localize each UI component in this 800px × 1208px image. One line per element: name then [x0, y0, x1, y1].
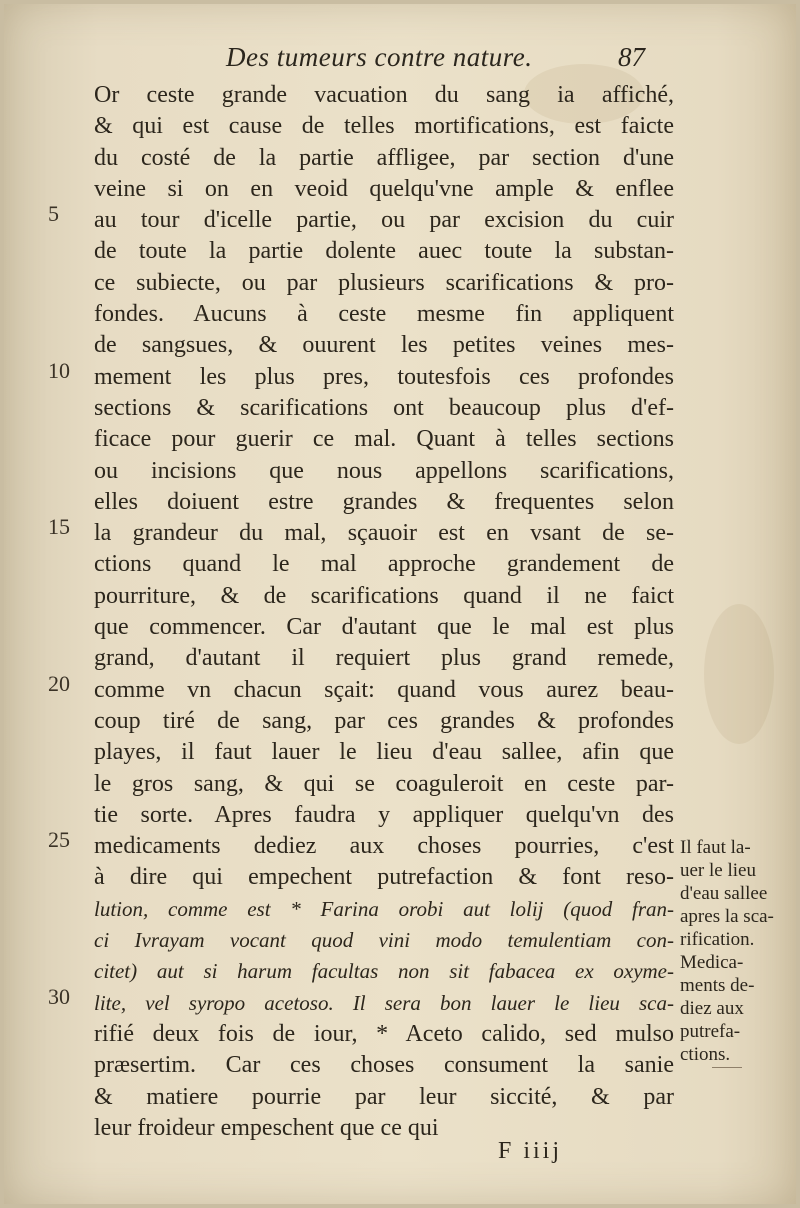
margin-note-line: apres la sca- [680, 906, 774, 927]
text-line: elles doiuent estre grandes & frequentes selon [94, 488, 674, 515]
margin-note-line: diez aux [680, 998, 744, 1019]
page-header [4, 38, 796, 78]
text-line: rifié deux fois de iour, * Aceto calido, sed mulso [94, 1020, 674, 1047]
margin-note-line: Medica- [680, 952, 744, 973]
margin-rule [712, 1067, 742, 1068]
text-line: du costé de la partie affligee, par section d'une [94, 144, 674, 171]
text-line: & qui est cause de telles mortifications, est faicte [94, 113, 674, 140]
margin-note-line: Il faut la- [680, 837, 751, 858]
running-title: Des tumeurs contre nature. [226, 42, 533, 72]
text-line: au tour d'icelle partie, ou par excision du cuir [94, 207, 674, 234]
text-line: & matiere pourrie par leur siccité, & par [94, 1083, 674, 1110]
text-line: medicaments dediez aux choses pourries, c'est [94, 833, 674, 860]
text-line: que commencer. Car d'autant que le mal est plus [94, 614, 674, 641]
text-line: ficace pour guerir ce mal. Quant à telles sections [94, 426, 674, 453]
line-number: 10 [48, 357, 70, 383]
text-line: ci Ivrayam vocant quod vini modo temulentiam con- [94, 928, 674, 953]
text-line: citet) aut si harum facultas non sit fabacea ex oxyme- [94, 959, 674, 984]
text-line: pourriture, & de scarifications quand il ne faict [94, 582, 674, 609]
text-line: fondes. Aucuns à ceste mesme fin appliquent [94, 301, 674, 328]
line-number: 20 [48, 670, 70, 696]
margin-note-line: ments de- [680, 975, 755, 996]
text-line: à dire qui empechent putrefaction & font reso- [94, 864, 674, 891]
text-line: ctions quand le mal approche grandement de [94, 551, 674, 578]
text-line: comme vn chacun sçait: quand vous aurez beau- [94, 676, 674, 703]
text-line: lite, vel syropo acetoso. Il sera bon lauer le lieu sca- [94, 990, 674, 1015]
margin-note-line: rification. [680, 929, 755, 950]
text-line: coup tiré de sang, par ces grandes & profondes [94, 707, 674, 734]
margin-note-line: d'eau sallee [680, 883, 768, 904]
text-line: ce subiecte, ou par plusieurs scarifications & pro- [94, 269, 674, 296]
margin-note-line: putrefa- [680, 1021, 741, 1042]
text-line: de sangsues, & ouurent les petites veines mes- [94, 332, 674, 359]
line-number: 5 [48, 201, 59, 227]
text-line: lution, comme est * Farina orobi aut lolij (quod fran- [94, 896, 674, 921]
margin-note [680, 836, 798, 1066]
margin-note-line: uer le lieu [680, 860, 756, 881]
text-line: tie sorte. Apres faudra y appliquer quelqu'vn des [94, 801, 674, 828]
text-line: la grandeur du mal, sçauoir est en vsant de se- [94, 520, 674, 547]
book-page [4, 4, 796, 1204]
text-line: Or ceste grande vacuation du sang ia affiché, [94, 82, 674, 108]
text-line: le gros sang, & qui se coaguleroit en ceste par- [94, 770, 674, 797]
line-number: 15 [48, 514, 70, 540]
signature-mark: F iiij [498, 1138, 563, 1164]
margin-note-line: ctions. [680, 1044, 731, 1065]
text-line: playes, il faut lauer le lieu d'eau sallee, afin que [94, 739, 674, 766]
text-line: de toute la partie dolente auec toute la substan- [94, 238, 674, 265]
line-number: 25 [48, 827, 70, 853]
text-line: grand, d'autant il requiert plus grand remede, [94, 645, 674, 672]
text-line: mement les plus pres, toutesfois ces profondes [94, 363, 674, 390]
text-line: ou incisions que nous appellons scarifications, [94, 457, 674, 484]
paper-stain [704, 604, 774, 744]
page-number: 87 [618, 42, 645, 72]
main-text-block [94, 80, 674, 1144]
text-line: sections & scarifications ont beaucoup plus d'ef- [94, 394, 674, 421]
text-line: veine si on en veoid quelqu'vne ample & enflee [94, 175, 674, 202]
line-number: 30 [48, 983, 70, 1009]
text-line: leur froideur empeschent que ce qui [94, 1114, 439, 1141]
text-line: præsertim. Car ces choses consument la sanie [94, 1052, 674, 1079]
